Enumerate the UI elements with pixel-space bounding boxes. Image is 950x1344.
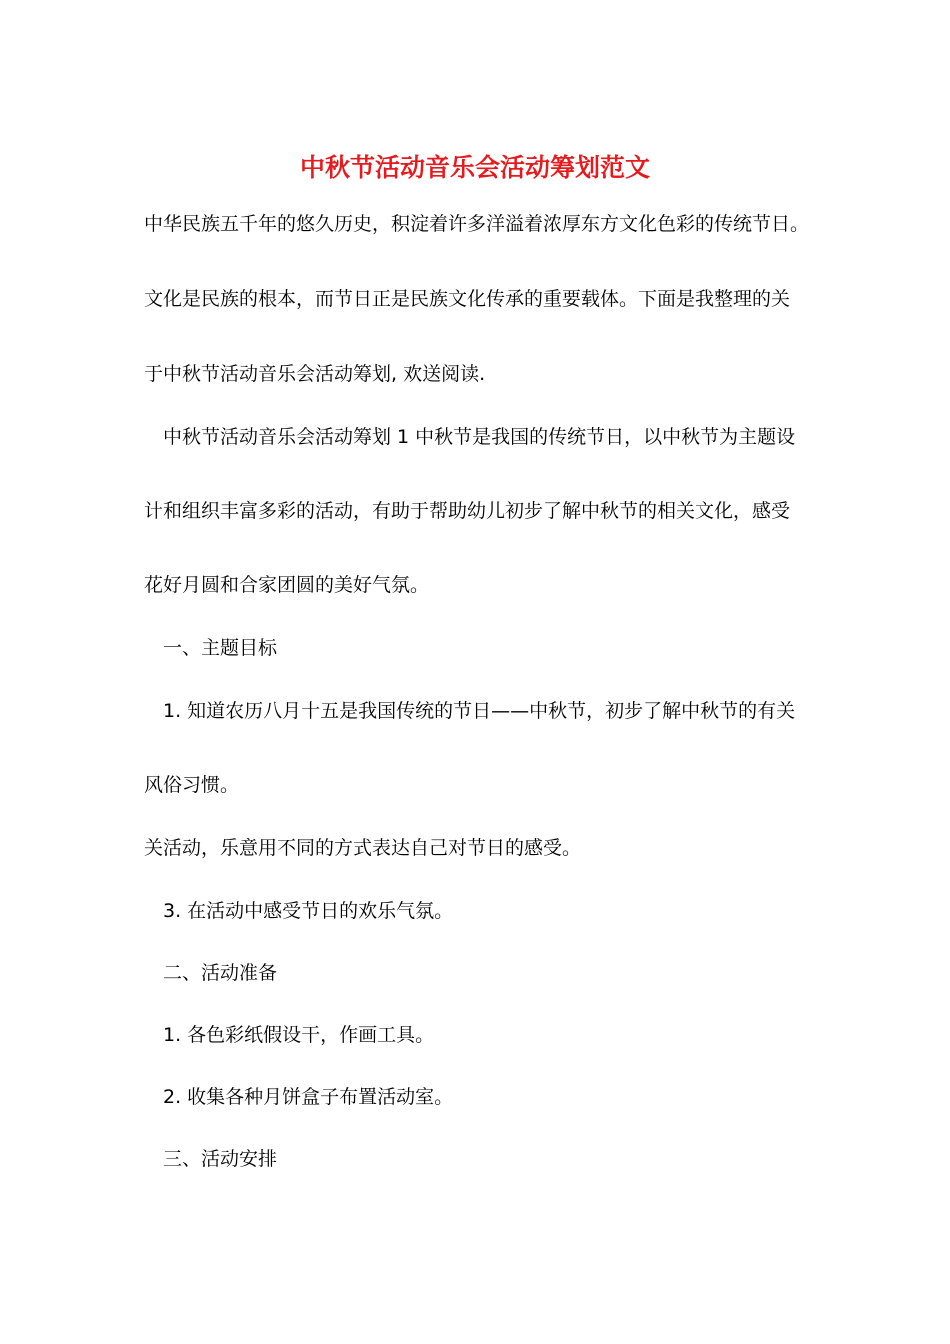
paragraph-line: 关活动，乐意用不同的方式表达自己对节日的感受。 xyxy=(144,837,582,859)
list-item: 1. 知道农历八月十五是我国传统的节日——中秋节，初步了解中秋节的有关 xyxy=(163,700,796,722)
paragraph-line: 风俗习惯。 xyxy=(144,774,240,796)
list-item: 3. 在活动中感受节日的欢乐气氛。 xyxy=(163,900,454,922)
paragraph-line: 中秋节活动音乐会活动筹划 1 中秋节是我国的传统节日，以中秋节为主题设 xyxy=(163,426,796,448)
list-item: 1. 各色彩纸假设干，作画工具。 xyxy=(163,1024,435,1046)
section-heading: 一、主题目标 xyxy=(163,637,278,659)
paragraph-line: 计和组织丰富多彩的活动，有助于帮助幼儿初步了解中秋节的相关文化，感受 xyxy=(144,500,791,522)
paragraph-line: 于中秋节活动音乐会活动筹划, 欢送阅读. xyxy=(144,363,486,385)
list-item: 2. 收集各种月饼盒子布置活动室。 xyxy=(163,1086,454,1108)
section-heading: 二、活动准备 xyxy=(163,962,278,984)
paragraph-line: 花好月圆和合家团圆的美好气氛。 xyxy=(144,574,430,596)
section-heading: 三、活动安排 xyxy=(163,1148,278,1170)
document-title: 中秋节活动音乐会活动筹划范文 xyxy=(299,153,650,182)
paragraph-line: 文化是民族的根本，而节日正是民族文化传承的重要载体。下面是我整理的关 xyxy=(144,288,791,310)
paragraph-line: 中华民族五千年的悠久历史，积淀着许多洋溢着浓厚东方文化色彩的传统节日。 xyxy=(144,213,810,235)
